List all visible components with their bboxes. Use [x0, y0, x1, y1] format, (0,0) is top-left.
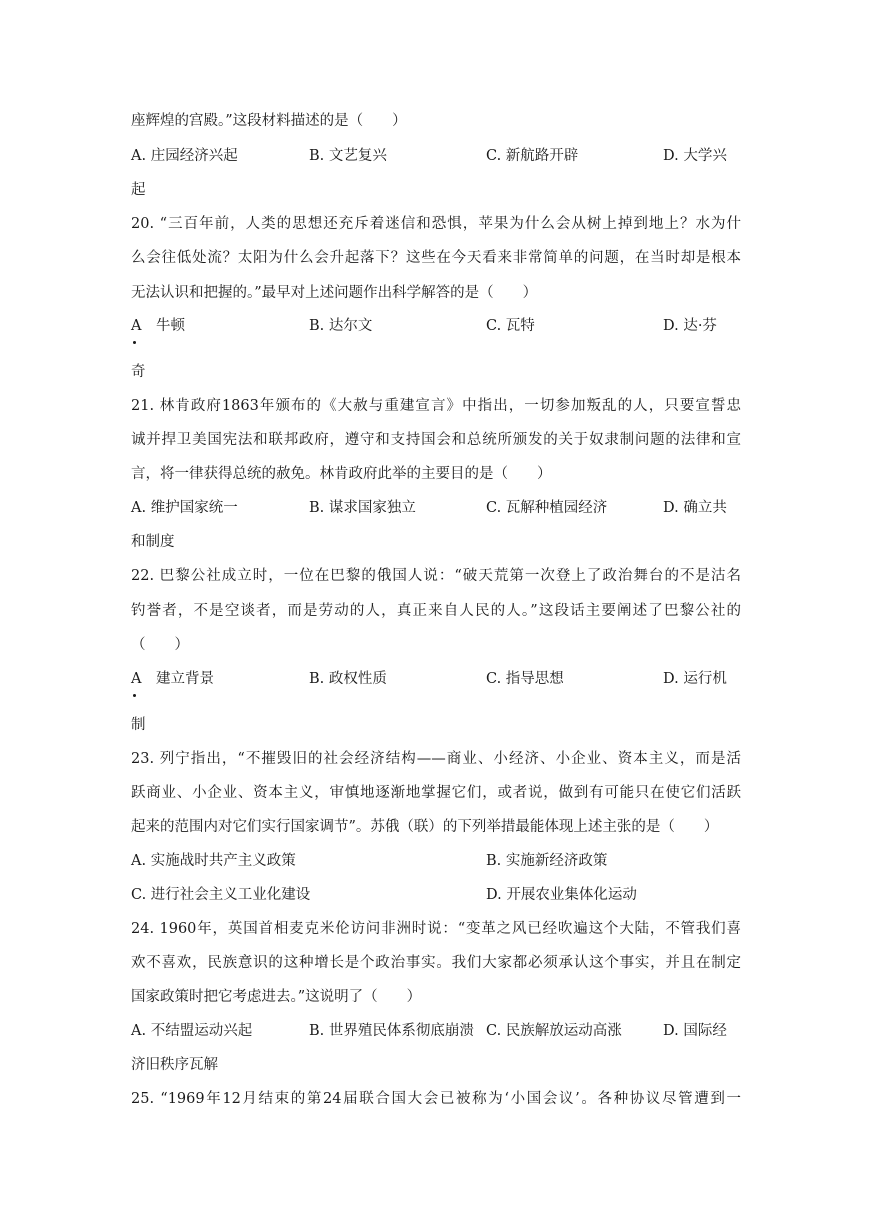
q22-stem-line-1: 22. 巴黎公社成立时，一位在巴黎的俄国人说：“破天荒第一次登上了政治舞台的不是沽名 [131, 568, 741, 584]
emphasis-dot [133, 694, 136, 697]
q24-option-a[interactable]: A. 不结盟运动兴起 [131, 1023, 253, 1039]
q21-stem-line-1: 21. 林肯政府1863年颁布的《大赦与重建宣言》中指出，一切参加叛乱的人，只要宣誓忠 [131, 398, 741, 414]
q19-option-a[interactable]: A. 庄园经济兴起 [131, 148, 238, 164]
q25-stem-line-1: 25. “1969年12月结束的第24届联合国大会已被称为‘小国会议’。各种协议尽管遭到一 [131, 1091, 741, 1107]
q24-stem-line-2: 欢不喜欢，民族意识的这种增长是个政治事实。我们大家都必须承认这个事实，并且在制定 [131, 955, 741, 971]
q23-stem-line-3: 起来的范围内对它们实行国家调节”。苏俄（联）的下列举措最能体现上述主张的是（ ） [131, 819, 719, 835]
q21-stem-line-2: 诚并捍卫美国宪法和联邦政府，遵守和支持国会和总统所颁发的关于奴隶制问题的法律和宣 [131, 432, 741, 448]
q23-stem-line-2: 跃商业、小企业、资本主义，审慎地逐渐地掌握它们，或者说，做到有可能只在使它们活跃 [131, 785, 741, 801]
q21-option-c[interactable]: C. 瓦解种植园经济 [486, 500, 608, 516]
q24-option-b[interactable]: B. 世界殖民体系彻底崩溃 [309, 1023, 474, 1039]
q21-stem-line-3: 言，将一律获得总统的赦免。林肯政府此举的主要目的是（ ） [131, 466, 552, 482]
q23-option-c[interactable]: C. 进行社会主义工业化建设 [131, 887, 311, 903]
q23-stem-line-1: 23. 列宁指出，“不摧毁旧的社会经济结构——商业、小经济、小企业、资本主义，而是活 [131, 751, 741, 767]
q23-option-a[interactable]: A. 实施战时共产主义政策 [131, 853, 296, 869]
q20-option-a[interactable]: A 牛顿 [131, 318, 185, 334]
q19-option-b[interactable]: B. 文艺复兴 [309, 148, 387, 164]
q20-option-b[interactable]: B. 达尔文 [309, 318, 373, 334]
q24-option-c[interactable]: C. 民族解放运动高涨 [486, 1023, 622, 1039]
q20-option-c[interactable]: C. 瓦特 [486, 318, 535, 334]
q22-stem-line-2: 钓誉者，不是空谈者，而是劳动的人，真正来自人民的人。”这段话主要阐述了巴黎公社的 [131, 603, 741, 619]
q24-stem-line-3: 国家政策时把它考虑进去。”这说明了（ ） [131, 989, 422, 1005]
q19-option-d[interactable]: D. 大学兴 [663, 148, 727, 164]
q22-option-a[interactable]: A 建立背景 [131, 671, 214, 687]
q20-stem-line-1: 20. “三百年前，人类的思想还充斥着迷信和恐惧，苹果为什么会从树上掉到地上？水为什 [131, 216, 741, 232]
q22-option-c[interactable]: C. 指导思想 [486, 671, 564, 687]
q19-option-c[interactable]: C. 新航路开辟 [486, 148, 579, 164]
q22-option-b[interactable]: B. 政权性质 [309, 671, 387, 687]
q19-stem-tail: 座辉煌的宫殿。”这段材料描述的是（ ） [131, 113, 407, 129]
q22-option-d-wrap: 制 [131, 717, 146, 733]
q21-option-d-wrap: 和制度 [131, 534, 175, 550]
q20-stem-line-2: 么会往低处流？太阳为什么会升起落下？这些在今天看来非常简单的问题，在当时却是根本 [131, 250, 741, 266]
q24-option-d-wrap: 济旧秩序瓦解 [131, 1057, 218, 1073]
q21-option-a[interactable]: A. 维护国家统一 [131, 500, 238, 516]
q23-option-b[interactable]: B. 实施新经济政策 [486, 853, 608, 869]
q22-stem-line-3: （ ） [131, 637, 189, 653]
q24-stem-line-1: 24. 1960年，英国首相麦克米伦访问非洲时说：“变革之风已经吹遍这个大陆，不管我们喜 [131, 921, 741, 937]
q21-option-d[interactable]: D. 确立共 [663, 500, 727, 516]
emphasis-dot [133, 341, 136, 344]
q22-option-d[interactable]: D. 运行机 [663, 671, 727, 687]
q21-option-b[interactable]: B. 谋求国家独立 [309, 500, 416, 516]
q20-option-d-wrap: 奇 [131, 364, 146, 380]
q20-option-d[interactable]: D. 达·芬 [663, 318, 717, 334]
q23-option-d[interactable]: D. 开展农业集体化运动 [486, 887, 637, 903]
q19-option-d-wrap: 起 [131, 182, 146, 198]
q24-option-d[interactable]: D. 国际经 [663, 1023, 727, 1039]
q20-stem-line-3: 无法认识和把握的。”最早对上述问题作出科学解答的是（ ） [131, 285, 538, 301]
